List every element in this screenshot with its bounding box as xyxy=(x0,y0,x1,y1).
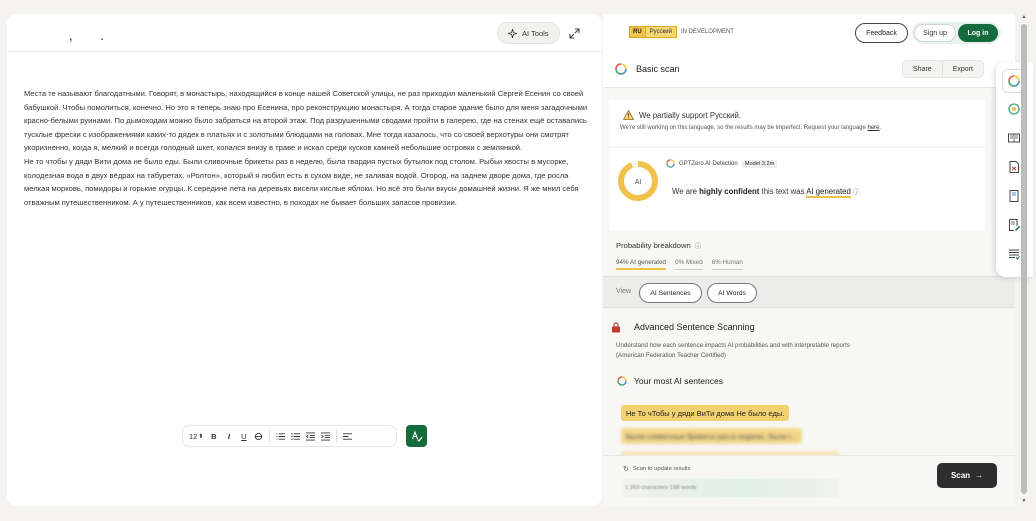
feedback-button[interactable]: Feedback xyxy=(855,23,908,43)
warning-title: We partially support Русский. xyxy=(639,111,742,120)
book-icon xyxy=(1008,132,1020,144)
ai-sentence[interactable]: Не То чТобы у дяди ВиТи дома Не было еды. xyxy=(621,405,789,421)
share-button[interactable]: Share xyxy=(913,65,932,73)
share-export-group xyxy=(902,60,984,78)
ai-probability-donut xyxy=(617,160,659,202)
probability-breakdown xyxy=(609,231,985,281)
scroll-up-icon[interactable]: ▲ xyxy=(1021,14,1027,20)
ai-probability: 94% AI generated xyxy=(616,259,666,270)
scan-button[interactable] xyxy=(937,463,997,488)
bullet-list-icon xyxy=(291,432,300,441)
verdict-prefix: We are xyxy=(672,187,700,196)
ai-sentences-button[interactable]: AI Sentences xyxy=(639,283,702,303)
rail-pdf-button[interactable] xyxy=(1007,160,1021,174)
advanced-title: Advanced Sentence Scanning xyxy=(634,322,755,332)
refresh-icon: ↻ xyxy=(623,466,629,473)
ai-check-icon xyxy=(1008,103,1020,115)
scroll-thumb[interactable] xyxy=(1021,24,1027,494)
indent-icon xyxy=(321,432,330,441)
numbered-list-button[interactable] xyxy=(276,432,285,441)
top-bar xyxy=(603,14,1015,52)
scan-title: Basic scan xyxy=(636,64,680,74)
most-ai-sentences-title: Your most AI sentences xyxy=(634,376,723,386)
update-hint xyxy=(623,465,691,473)
breakdown-label: Probability breakdown xyxy=(616,241,691,250)
notebook-icon xyxy=(1008,190,1020,202)
scan-button-label: Scan xyxy=(950,471,971,480)
strikethrough-button[interactable] xyxy=(254,432,263,441)
divider xyxy=(269,430,270,442)
align-button[interactable] xyxy=(343,432,352,441)
lock-icon xyxy=(611,322,621,333)
editor-panel xyxy=(7,14,602,506)
paragraph: Места те называют благодатными. Говорят, в монастырь, находящийся в конце нашей Советской улицы, не раз приходил маленький Сергей Есенин со своей бабушкой. Чтобы помолиться, конечно. Но это я теперь знаю про Есенина, про реконструкцию монастыря. А тогда старое здание было для меня загадочными красно-белыми руинами. По дымоходам можно было забраться на второй этаж. Под разрушенными сводами пройти в галерею, где на стенах ещё оставались тусклые фрески с изображениями каких-то дядек в платьях и с золотыми блюдцами на головах. Мне тогда казалось, что со своей верхотуры они смотрят укоризненно, когда я, мелкий и всегда голодный шкет, копался внизу в траве и искал среди кусков камней небольшие островки с землянкой. xyxy=(24,89,588,153)
format-toolbar xyxy=(182,425,397,447)
ai-tools-button[interactable] xyxy=(497,22,560,44)
expand-button[interactable] xyxy=(563,22,585,44)
scan-logo-icon xyxy=(615,63,627,75)
rail-report-button[interactable] xyxy=(1007,247,1021,261)
detector-name: GPTZero AI Detection xyxy=(679,160,738,167)
report-lines-icon xyxy=(1008,248,1020,260)
grammar-check-button[interactable] xyxy=(406,425,427,447)
font-size-value: 12 xyxy=(189,431,198,441)
sparkle-icon xyxy=(508,29,517,38)
sign-up-button[interactable]: Sign up xyxy=(914,24,956,42)
language-badge[interactable] xyxy=(629,26,734,38)
indent-button[interactable] xyxy=(321,432,330,441)
language-code: RU xyxy=(629,26,646,38)
donut-label: AI xyxy=(634,179,642,186)
align-left-icon xyxy=(343,432,352,441)
bottom-bar xyxy=(603,455,1015,506)
document-title[interactable]: , . xyxy=(69,28,116,43)
warning-icon xyxy=(623,110,634,120)
rail-ai-check-button[interactable] xyxy=(1007,102,1021,116)
strikethrough-icon xyxy=(254,432,263,441)
rail-book-button[interactable] xyxy=(1007,131,1021,145)
mixed-probability: 0% Mixed xyxy=(675,259,703,270)
warning-tail: . xyxy=(879,125,882,131)
gptzero-icon xyxy=(1008,75,1020,87)
view-label: View xyxy=(616,288,632,295)
breakdown-title xyxy=(616,241,701,250)
italic-button[interactable]: I xyxy=(227,431,230,441)
update-hint-text: Scan to update results xyxy=(632,466,691,472)
bullet-list-button[interactable] xyxy=(291,432,300,441)
updown-icon: ⬍ xyxy=(198,433,204,440)
scroll-down-icon[interactable]: ▼ xyxy=(1021,498,1027,504)
language-status: IN DEVELOPMENT xyxy=(680,29,734,35)
numbered-list-icon xyxy=(276,432,285,441)
underline-button[interactable]: U xyxy=(241,431,247,441)
model-badge: Model 3.2m xyxy=(742,160,778,168)
advanced-description: Understand how each sentence impacts AI probabilities and with interpretable reports (American Federation Teacher Certified) xyxy=(616,342,850,359)
info-icon[interactable]: ⓘ xyxy=(853,189,860,196)
detection-result xyxy=(609,148,985,230)
view-toggle-row xyxy=(603,276,1015,308)
edit-document-icon xyxy=(1008,219,1020,231)
font-size-select[interactable] xyxy=(189,432,203,441)
language-warning xyxy=(609,100,985,146)
auth-group xyxy=(912,22,1001,44)
confidence-level: highly confident xyxy=(699,187,760,196)
export-button[interactable]: Export xyxy=(942,61,983,77)
outdent-button[interactable] xyxy=(306,432,315,441)
verdict-class: AI generated xyxy=(806,187,851,196)
verdict-text xyxy=(672,187,860,196)
page-scrollbar[interactable] xyxy=(1020,14,1028,506)
editor-header xyxy=(7,14,602,52)
results-panel xyxy=(603,14,1015,506)
divider xyxy=(336,430,337,442)
editor-text-area[interactable] xyxy=(24,87,589,209)
ai-words-button[interactable]: AI Words xyxy=(707,283,757,303)
arrow-right-icon: → xyxy=(975,471,984,480)
human-probability: 6% Human xyxy=(712,259,743,270)
gptzero-icon xyxy=(617,376,627,386)
warning-body: We're still working on this language, so the results may be imperfect. Request your language xyxy=(620,125,868,131)
paragraph: Не то чтобы у дяди Вити дома не было еды. Были сливочные брикеты раз в неделю, была гвардия пустых бутылок под столом. Рыбьи хвосты в мусорке, колодезная вода в двух вёдрах на табуретах. «Ролтон», который я любил есть в сухом виде, не заливая водой. Огород, на заднем дворе дома, где росла мелкая морковь, помидоры и горькие огурцы. К середине лета на деревьях висели кислые яблоки. Но всё это были вкусы домашней жизни. Я же мнил себя отважным путешественником. А у путешественников, как всем известно, в походах не бывает больших запасов провизии. xyxy=(24,156,579,207)
detector-row xyxy=(666,159,777,168)
rail-notebook-button[interactable] xyxy=(1007,189,1021,203)
warning-text xyxy=(620,125,881,131)
rail-scan-button[interactable] xyxy=(1007,74,1021,88)
pdf-file-icon xyxy=(1008,161,1020,173)
request-language-link[interactable]: here xyxy=(867,125,880,131)
outdent-icon xyxy=(306,432,315,441)
scan-header xyxy=(603,52,1015,88)
ai-sentence[interactable]: Были сливочные брикеты раз в неделю, была г... xyxy=(621,428,802,444)
character-word-count: 1 269 characters 198 words xyxy=(623,479,838,497)
language-name: Русский xyxy=(646,26,677,38)
verdict-mid: this text was xyxy=(759,187,807,196)
rail-edit-doc-button[interactable] xyxy=(1007,218,1021,232)
gptzero-icon xyxy=(666,159,675,168)
bold-button[interactable]: B xyxy=(211,431,217,441)
log-in-button[interactable]: Log in xyxy=(958,24,998,42)
info-icon[interactable]: ⓘ xyxy=(694,243,702,250)
ai-tools-label: AI Tools xyxy=(522,28,549,38)
breakdown-values xyxy=(616,259,743,270)
grammar-check-icon xyxy=(411,430,423,442)
expand-icon xyxy=(569,28,580,39)
